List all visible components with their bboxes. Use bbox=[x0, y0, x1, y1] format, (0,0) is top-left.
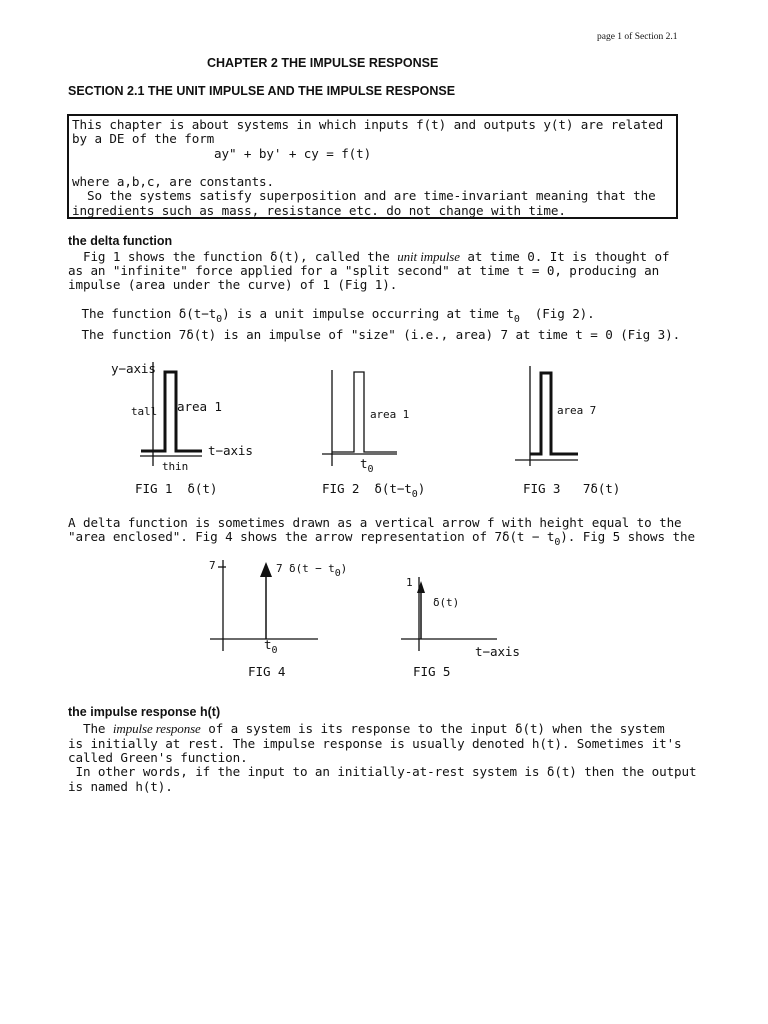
fig1-area-label: area 1 bbox=[177, 399, 222, 414]
delta-heading: the delta function bbox=[68, 234, 173, 248]
section-title: SECTION 2.1 THE UNIT IMPULSE AND THE IMPULSE RESPONSE bbox=[68, 84, 456, 98]
arrow-text-line-2: "area enclosed". Fig 4 shows the arrow representation of $7\delta(t - t_0)$. Fig 5 shows the bbox=[68, 529, 695, 548]
fig5-y-tick-label: 1 bbox=[406, 576, 413, 589]
fig1-caption: FIG 1 δ(t) bbox=[135, 481, 218, 496]
impulse-response-heading: the impulse response h(t) bbox=[68, 705, 221, 719]
impulse-response-line-3: called Green's function. bbox=[68, 750, 248, 765]
impulse-response-line-5: is named h(t). bbox=[68, 779, 173, 794]
fig5-caption: FIG 5 bbox=[413, 664, 451, 679]
chapter-title: CHAPTER 2 THE IMPULSE RESPONSE bbox=[207, 56, 439, 70]
intro-line-3: where a,b,c, are constants. bbox=[72, 174, 275, 189]
shifted-impulse-line: The function $\delta(t-t_0)$ is a unit impulse occurring at time $t_0$ (Fig 2). bbox=[74, 306, 595, 325]
impulse-response-term: impulse response bbox=[112, 721, 201, 736]
fig2-caption: FIG 2 $\delta(t-t_0)$ bbox=[322, 481, 426, 500]
intro-line-4: So the systems satisfy superposition and are time-invariant meaning that the bbox=[72, 188, 656, 203]
fig2-area-label: area 1 bbox=[370, 408, 410, 421]
fig1-y-axis-label: y−axis bbox=[111, 361, 156, 376]
fig3-caption: FIG 3 7δ(t) bbox=[523, 481, 621, 496]
delta-paragraph-line-1: Fig 1 shows the function δ(t), called the unit impulse at time 0. It is thought of bbox=[68, 249, 670, 264]
intro-line-5: ingredients such as mass, resistance etc. do not change with time. bbox=[72, 203, 566, 218]
fig1-thin-label: thin bbox=[162, 460, 189, 473]
arrow-text-line-1: A delta function is sometimes drawn as a vertical arrow f with height equal to the bbox=[68, 515, 682, 530]
intro-line-1: This chapter is about systems in which inputs f(t) and outputs y(t) are related bbox=[72, 117, 664, 132]
fig5-arrow-label: δ(t) bbox=[433, 596, 460, 609]
delta-paragraph-line-2: as an "infinite" force applied for a "split second" at time t = 0, producing an bbox=[68, 263, 660, 278]
fig2-t0-label: $t_0$ bbox=[360, 456, 374, 475]
scaled-impulse-line: The function 7δ(t) is an impulse of "size" (i.e., area) 7 at time t = 0 (Fig 3). bbox=[74, 327, 681, 342]
fig5-t-axis-label: t−axis bbox=[475, 644, 520, 659]
impulse-response-line-4: In other words, if the input to an initially-at-rest system is δ(t) then the output bbox=[68, 764, 697, 779]
fig1-tall-label: tall bbox=[131, 405, 158, 418]
intro-equation: ay" + by' + cy = f(t) bbox=[214, 146, 372, 161]
fig4-arrowhead bbox=[260, 562, 272, 577]
fig4-t0-label: $t_0$ bbox=[264, 637, 278, 656]
unit-impulse-term: unit impulse bbox=[397, 249, 460, 264]
fig4-y-tick-label: 7 bbox=[209, 559, 216, 572]
impulse-response-line-2: is initially at rest. The impulse response is usually denoted h(t). Sometimes it's bbox=[68, 736, 682, 751]
fig1-t-axis-label: t−axis bbox=[208, 443, 253, 458]
fig4-caption: FIG 4 bbox=[248, 664, 286, 679]
fig3-area-label: area 7 bbox=[557, 404, 597, 417]
intro-line-2: by a DE of the form bbox=[72, 131, 215, 146]
impulse-response-line-1: The impulse response of a system is its response to the input δ(t) when the system bbox=[68, 721, 665, 736]
fig4-arrow-label: 7 $\delta(t - t_0)$ bbox=[276, 562, 348, 579]
fig5-arrowhead bbox=[417, 581, 425, 593]
delta-paragraph-line-3: impulse (area under the curve) of 1 (Fig 1). bbox=[68, 277, 398, 292]
page-label: page 1 of Section 2.1 bbox=[597, 32, 678, 42]
